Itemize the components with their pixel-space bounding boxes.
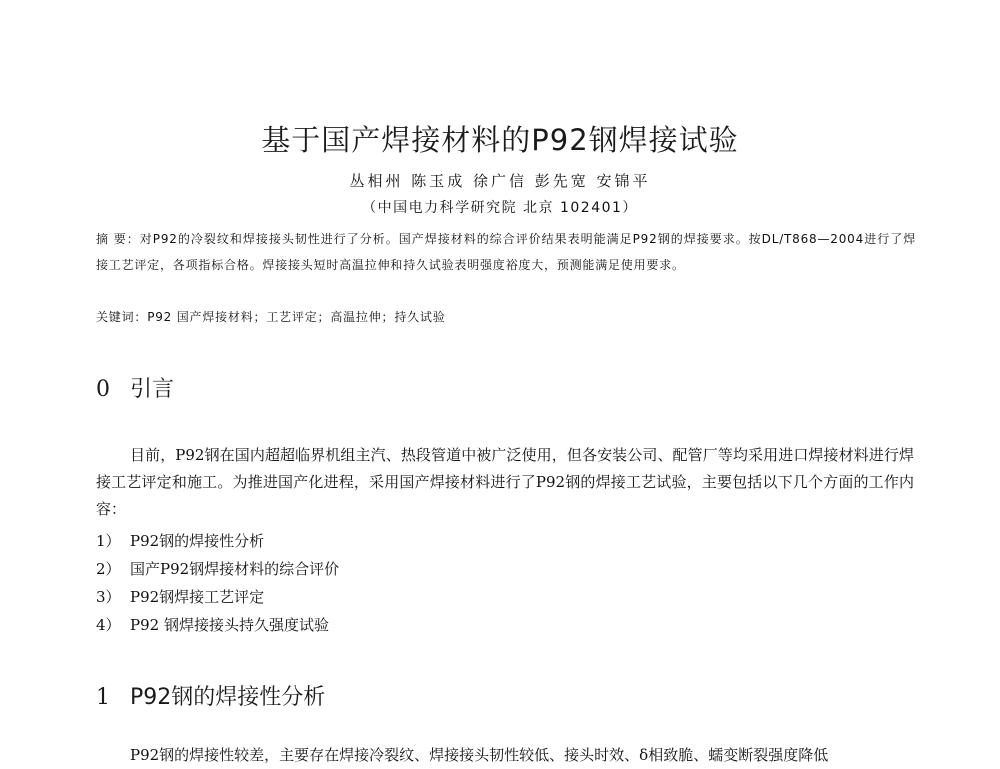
section-title: P92钢的焊接性分析 (130, 685, 326, 710)
list-item (96, 583, 339, 611)
section-title: 引言 (130, 377, 175, 402)
affiliation: （中国电力科学研究院 北京 102401） (362, 200, 638, 216)
section-heading-intro (96, 372, 174, 403)
work-item-list (96, 527, 339, 639)
weldability-paragraph: P92钢的焊接性较差，主要存在焊接冷裂纹、焊接接头韧性较低、接头时效、δ相致脆、蠕变断裂强度降低 (130, 746, 829, 764)
list-item (96, 527, 339, 555)
author-list: 丛相州 陈玉成 徐广信 彭先宽 安锦平 (349, 172, 651, 190)
list-text: P92钢的焊接性分析 (130, 532, 265, 550)
list-index: 1） (96, 532, 121, 550)
list-text: P92钢焊接工艺评定 (130, 588, 265, 606)
list-text: P92 钢焊接接头持久强度试验 (130, 616, 329, 634)
list-index: 4） (96, 616, 121, 634)
abstract: 摘 要：对P92的冷裂纹和焊接接头韧性进行了分析。国产焊接材料的综合评价结果表明能满足P92钢的焊接要求。按DL/T868—2004进行了焊接工艺评定，各项指标合格。焊接接头短时高温拉伸和持久试验表明强度裕度大，预测能满足使用要求。 (96, 232, 916, 272)
keywords: 关键词：P92 国产焊接材料；工艺评定；高温拉伸；持久试验 (96, 310, 446, 324)
list-item (96, 555, 339, 583)
list-index: 3） (96, 588, 121, 606)
list-item (96, 611, 339, 639)
paper-title: 基于国产焊接材料的P92钢焊接试验 (261, 123, 739, 157)
list-index: 2） (96, 560, 121, 578)
list-text: 国产P92钢焊接材料的综合评价 (130, 560, 340, 578)
intro-paragraph: 目前，P92钢在国内超超临界机组主汽、热段管道中被广泛使用，但各安装公司、配管厂等均采用进口焊接材料进行焊接工艺评定和施工。为推进国产化进程，采用国产焊接材料进行了P92钢的焊接工艺试验，主要包括以下几个方面的工作内容： (96, 446, 914, 518)
section-number: 1 (96, 685, 110, 710)
section-number: 0 (96, 377, 110, 402)
section-heading-weldability (96, 680, 325, 711)
